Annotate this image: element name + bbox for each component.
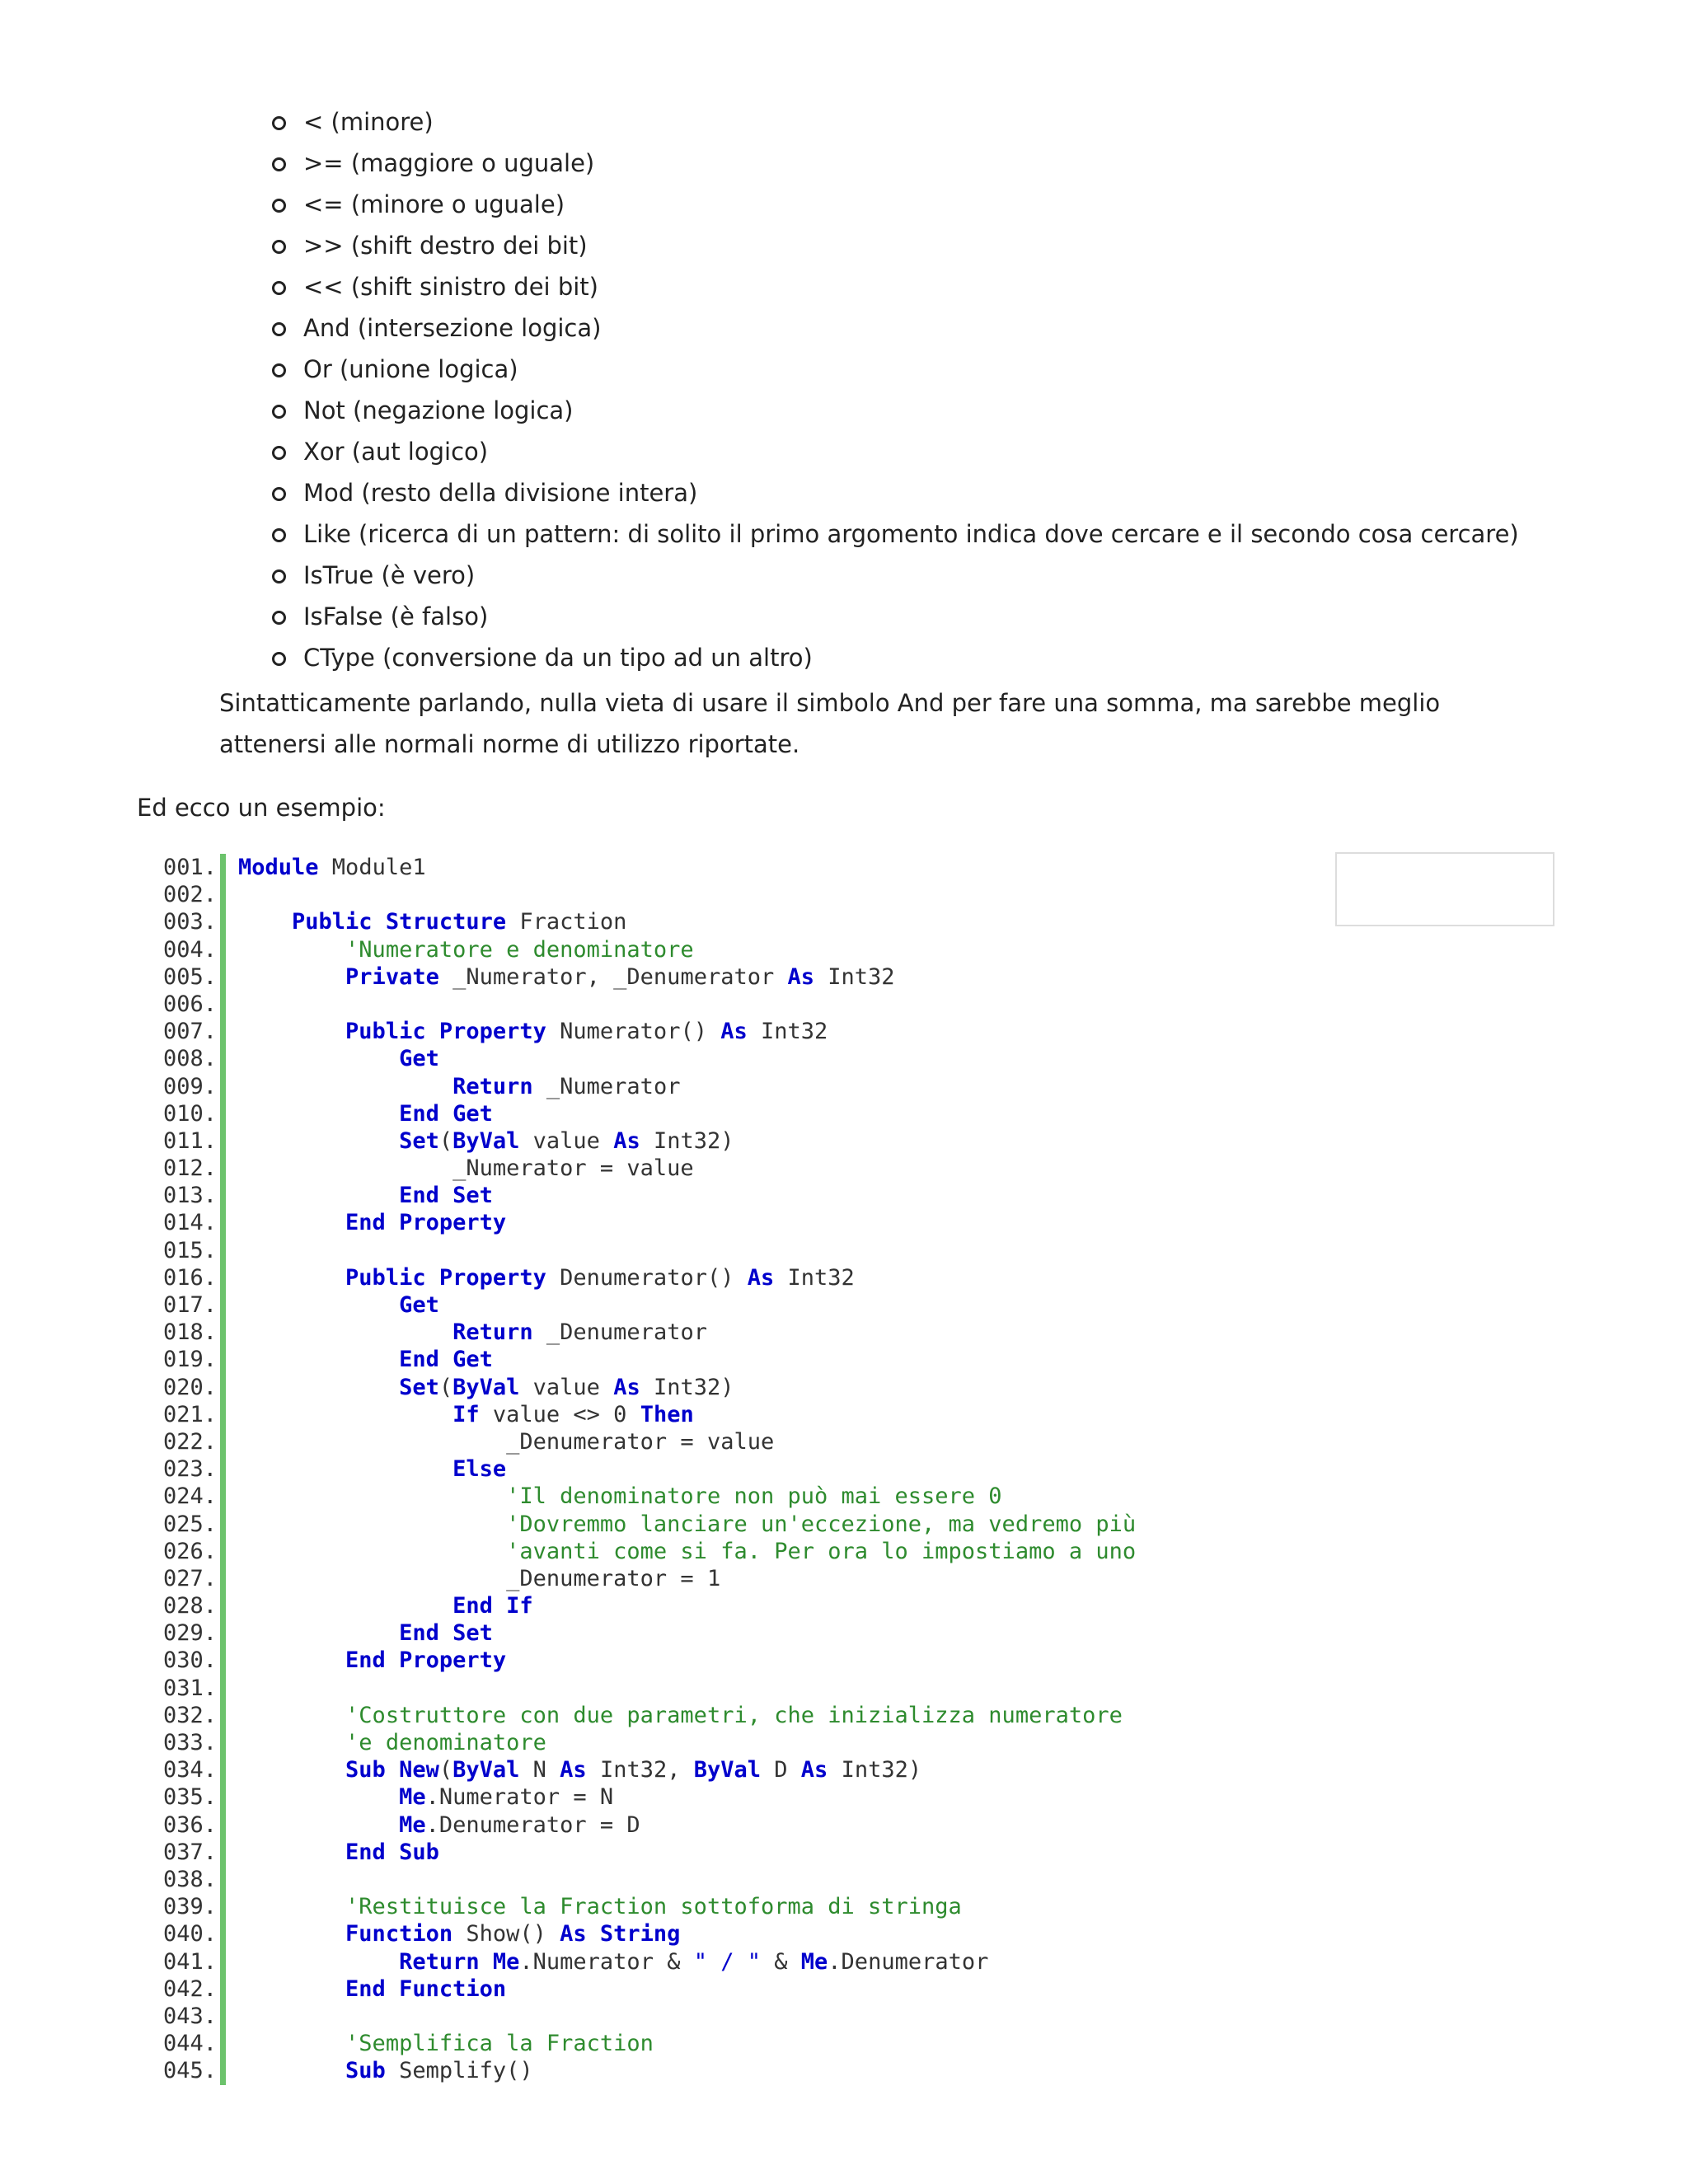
code-keyword: Set <box>399 1374 439 1400</box>
operator-list-item <box>264 105 1519 147</box>
code-text <box>238 1375 399 1400</box>
code-keyword: ByVal <box>452 1757 520 1783</box>
operator-list <box>264 105 1519 682</box>
line-number: 035. <box>162 1784 217 1811</box>
line-number-gutter <box>152 854 217 2084</box>
code-keyword: Me <box>800 1948 828 1975</box>
operator-list-item <box>264 147 1519 188</box>
code-line <box>238 881 1590 908</box>
code-line <box>238 1374 1590 1401</box>
line-number: 018. <box>162 1319 217 1346</box>
code-text <box>238 1319 452 1345</box>
code-comment: 'Restituisce la Fraction sottoforma di stringa <box>345 1894 962 1920</box>
code-keyword: As <box>613 1127 640 1154</box>
code-text: .Numerator = N <box>425 1784 614 1811</box>
code-line <box>238 2057 1590 2084</box>
line-number: 033. <box>162 1730 217 1755</box>
operator-text: Not (negazione logica) <box>303 396 574 424</box>
code-keyword: As <box>787 963 814 990</box>
line-number: 002. <box>162 882 217 908</box>
code-line <box>238 1237 1590 1264</box>
code-text: & <box>761 1948 801 1975</box>
line-number: 006. <box>162 991 217 1017</box>
code-text: Fraction <box>506 909 627 935</box>
code-text: Int32 <box>814 963 895 990</box>
line-number: 005. <box>162 963 217 990</box>
code-text <box>238 1784 399 1810</box>
code-line <box>238 1155 1590 1182</box>
line-number: 027. <box>162 1565 217 1591</box>
operator-text: < (minore) <box>303 108 434 136</box>
code-text <box>238 1647 345 1673</box>
code-keyword: End Set <box>399 1620 493 1647</box>
line-number: 038. <box>162 1866 217 1892</box>
code-line <box>238 963 1590 991</box>
code-keyword: Me <box>399 1811 426 1838</box>
code-text: ( <box>438 1127 453 1154</box>
code-lines <box>238 854 1590 2084</box>
code-keyword: Public Property <box>345 1264 546 1291</box>
code-keyword: End Sub <box>345 1839 439 1865</box>
code-comment: 'e denominatore <box>345 1730 546 1755</box>
operator-list-item <box>264 435 1519 476</box>
operator-text: Or (unione logica) <box>303 355 518 383</box>
operator-text: >> (shift destro dei bit) <box>303 232 588 260</box>
code-text: value <box>519 1374 614 1400</box>
code-keyword: End Function <box>345 1975 507 2002</box>
code-keyword: Return <box>452 1073 533 1099</box>
operator-list-item <box>264 353 1519 394</box>
operator-text: << (shift sinistro dei bit) <box>303 273 598 301</box>
code-line <box>238 1182 1590 1209</box>
line-number: 037. <box>162 1839 217 1865</box>
line-number: 021. <box>162 1401 217 1427</box>
line-number: 041. <box>162 1948 217 1975</box>
operator-text: IsTrue (è vero) <box>303 561 476 589</box>
code-line <box>238 991 1590 1018</box>
line-number: 013. <box>162 1183 217 1209</box>
line-number: 030. <box>162 1647 217 1674</box>
line-number: 001. <box>162 855 217 880</box>
line-number: 042. <box>162 1975 217 2002</box>
code-keyword: Public Property <box>345 1019 546 1045</box>
code-text: Int32) <box>828 1757 922 1783</box>
code-line <box>238 1975 1590 2003</box>
example-intro: Ed ecco un esempio: <box>137 794 386 822</box>
code-text: Int32, <box>586 1757 694 1783</box>
operator-text: <= (minore o uguale) <box>303 190 565 218</box>
code-text: _Numerator, _Denumerator <box>438 963 788 990</box>
code-comment: 'Dovremmo lanciare un'eccezione, ma vedremo più <box>506 1511 1137 1537</box>
line-number: 045. <box>162 2058 217 2084</box>
code-keyword: Else <box>452 1456 507 1483</box>
line-number: 034. <box>162 1757 217 1783</box>
code-keyword: Module <box>238 855 319 880</box>
code-keyword: End Property <box>345 1647 507 1674</box>
line-number: 044. <box>162 2031 217 2057</box>
code-keyword: End Get <box>399 1100 493 1127</box>
code-text <box>238 1511 506 1537</box>
code-line <box>238 1127 1590 1155</box>
code-line <box>238 1811 1590 1839</box>
code-line <box>238 1319 1590 1346</box>
code-keyword: End Get <box>399 1347 493 1373</box>
code-line <box>238 1948 1590 1975</box>
code-line <box>238 1511 1590 1538</box>
code-text: value <> 0 <box>479 1401 640 1427</box>
code-gutter-bar <box>220 854 226 2085</box>
code-text: Module1 <box>318 855 426 880</box>
operator-text: Xor (aut logico) <box>303 438 489 466</box>
circle-bullet-icon <box>272 281 286 295</box>
usage-note: Sintatticamente parlando, nulla vieta di usare il simbolo And per fare una somma, ma sarebbe meglio attenersi alle normali norme di utilizzo riportate. <box>219 689 1441 758</box>
code-text <box>238 1949 399 1975</box>
code-line <box>238 1538 1590 1565</box>
line-number: 022. <box>162 1428 217 1455</box>
code-text <box>238 1976 345 2002</box>
code-text: D <box>761 1757 801 1783</box>
code-line <box>238 1675 1590 1702</box>
code-line <box>238 1291 1590 1319</box>
code-text: Show() <box>452 1921 560 1947</box>
code-keyword: As <box>560 1757 587 1783</box>
code-line <box>238 1209 1590 1236</box>
line-number: 023. <box>162 1456 217 1483</box>
operator-list-item <box>264 394 1519 435</box>
code-line <box>238 1346 1590 1373</box>
circle-bullet-icon <box>272 240 286 254</box>
code-line <box>238 1045 1590 1072</box>
code-text <box>238 1812 399 1838</box>
code-text <box>238 2058 345 2083</box>
code-keyword: Return <box>452 1319 533 1346</box>
circle-bullet-icon <box>272 528 286 542</box>
code-text <box>238 937 345 963</box>
code-keyword: Get <box>399 1046 439 1072</box>
operator-list-item <box>264 600 1519 641</box>
code-line <box>238 1839 1590 1866</box>
code-text <box>238 1483 506 1509</box>
code-keyword: ByVal <box>452 1374 520 1400</box>
operator-text: Like (ricerca di un pattern: di solito il primo argomento indica dove cercare e il secondo cosa cercare) <box>303 520 1519 548</box>
operator-list-item <box>264 559 1519 600</box>
circle-bullet-icon <box>272 446 286 460</box>
code-line <box>238 1565 1590 1592</box>
operator-text: IsFalse (è falso) <box>303 602 489 630</box>
code-text <box>238 1539 506 1564</box>
code-comment: 'Numeratore e denominatore <box>345 936 694 963</box>
code-comment: 'Il denominatore non può mai essere 0 <box>506 1483 1002 1510</box>
line-number: 024. <box>162 1483 217 1510</box>
line-number: 016. <box>162 1264 217 1291</box>
code-line <box>238 1866 1590 1893</box>
line-number: 011. <box>162 1127 217 1154</box>
code-comment: 'Costruttore con due parametri, che inizializza numeratore <box>345 1702 1123 1728</box>
code-line <box>238 1401 1590 1428</box>
code-text: Numerator() <box>546 1019 721 1045</box>
code-text <box>238 1894 345 1919</box>
code-text: Int32) <box>640 1374 734 1400</box>
code-keyword: Me <box>399 1784 426 1811</box>
operator-list-item <box>264 312 1519 353</box>
code-keyword: As String <box>560 1921 681 1947</box>
code-keyword: As <box>800 1757 828 1783</box>
code-text <box>238 1210 345 1235</box>
circle-bullet-icon <box>272 569 286 583</box>
code-text: Semplify() <box>385 2058 533 2084</box>
code-text <box>238 1921 345 1947</box>
circle-bullet-icon <box>272 652 286 666</box>
code-keyword: End Property <box>345 1210 507 1236</box>
code-text: Denumerator() <box>546 1264 748 1291</box>
code-text: ( <box>438 1757 453 1783</box>
circle-bullet-icon <box>272 322 286 336</box>
operator-text: >= (maggiore o uguale) <box>303 149 595 177</box>
code-comment: 'Semplifica la Fraction <box>345 2031 654 2057</box>
line-number: 028. <box>162 1593 217 1619</box>
code-keyword: If <box>452 1401 480 1427</box>
code-comment: 'avanti come si fa. Per ora lo impostiamo a uno <box>506 1538 1137 1564</box>
code-keyword: Then <box>640 1401 694 1427</box>
circle-bullet-icon <box>272 363 286 377</box>
line-number: 019. <box>162 1347 217 1373</box>
code-text <box>238 1402 452 1427</box>
line-number: 010. <box>162 1100 217 1127</box>
code-text: N <box>519 1757 560 1783</box>
circle-bullet-icon <box>272 405 286 419</box>
code-text <box>238 1019 345 1044</box>
code-text <box>238 2031 345 2056</box>
line-number: 032. <box>162 1702 217 1728</box>
code-line <box>238 908 1590 935</box>
code-text: .Numerator & <box>519 1948 694 1975</box>
code-line <box>238 854 1590 881</box>
code-text: .Denumerator <box>828 1948 989 1975</box>
line-number: 015. <box>162 1237 217 1263</box>
code-keyword: End Set <box>399 1183 493 1209</box>
code-string: " / " <box>693 1948 761 1975</box>
line-number: 003. <box>162 909 217 935</box>
operator-list-item <box>264 641 1519 682</box>
code-text: _Numerator <box>532 1073 681 1099</box>
code-text <box>238 1265 345 1291</box>
code-text <box>238 1183 399 1208</box>
code-text <box>238 964 345 990</box>
operator-list-item <box>264 270 1519 312</box>
line-number: 017. <box>162 1292 217 1318</box>
code-keyword: Return Me <box>399 1948 520 1975</box>
code-keyword: ByVal <box>693 1757 762 1783</box>
line-number: 007. <box>162 1019 217 1045</box>
line-number: 020. <box>162 1374 217 1400</box>
code-text: _Numerator = value <box>238 1155 694 1182</box>
code-keyword: Set <box>399 1127 439 1154</box>
line-number: 008. <box>162 1046 217 1072</box>
circle-bullet-icon <box>272 611 286 625</box>
code-keyword: Get <box>399 1292 439 1318</box>
line-number: 009. <box>162 1073 217 1099</box>
code-keyword: End If <box>452 1593 533 1619</box>
code-line <box>238 1702 1590 1729</box>
operator-list-item <box>264 476 1519 518</box>
code-line <box>238 1592 1590 1619</box>
code-text <box>238 1074 452 1099</box>
code-line <box>238 1729 1590 1756</box>
code-text <box>238 1757 345 1783</box>
code-line <box>238 1455 1590 1483</box>
code-line <box>238 1264 1590 1291</box>
code-text <box>238 1840 345 1865</box>
operator-list-item <box>264 229 1519 270</box>
code-keyword: As <box>720 1019 748 1045</box>
code-text: .Denumerator = D <box>425 1811 640 1838</box>
operator-text: Mod (resto della divisione intera) <box>303 479 698 507</box>
code-text: ( <box>438 1374 453 1400</box>
operator-list-item <box>264 188 1519 229</box>
line-number: 040. <box>162 1921 217 1947</box>
code-text <box>238 1456 452 1482</box>
code-text <box>238 1593 452 1619</box>
code-line <box>238 1100 1590 1127</box>
line-number: 014. <box>162 1210 217 1236</box>
code-line <box>238 1483 1590 1510</box>
code-text <box>238 1620 399 1646</box>
operator-list-item <box>264 518 1519 559</box>
circle-bullet-icon <box>272 487 286 501</box>
code-text <box>238 1292 399 1318</box>
code-keyword: Sub <box>345 2058 386 2084</box>
code-text: _Denumerator = value <box>238 1428 775 1455</box>
code-line <box>238 2030 1590 2057</box>
code-text <box>238 1730 345 1755</box>
code-text <box>238 1046 399 1071</box>
code-line <box>238 1893 1590 1920</box>
code-keyword: As <box>747 1264 775 1291</box>
code-text <box>238 1128 399 1154</box>
code-text <box>238 1101 399 1127</box>
circle-bullet-icon <box>272 199 286 213</box>
code-keyword: As <box>613 1374 640 1400</box>
code-line <box>238 1647 1590 1674</box>
code-line <box>238 936 1590 963</box>
line-number: 039. <box>162 1894 217 1920</box>
code-keyword: Sub New <box>345 1757 439 1783</box>
line-number: 004. <box>162 936 217 963</box>
code-text: Int32 <box>747 1019 828 1045</box>
code-line <box>238 1073 1590 1100</box>
line-number: 036. <box>162 1811 217 1838</box>
code-text <box>238 909 292 935</box>
code-line <box>238 1920 1590 1947</box>
code-text: value <box>519 1127 614 1154</box>
code-keyword: ByVal <box>452 1127 520 1154</box>
line-number: 031. <box>162 1675 217 1701</box>
code-keyword: Public Structure <box>292 909 507 935</box>
line-number: 043. <box>162 2003 217 2029</box>
code-text <box>238 1347 399 1372</box>
code-line <box>238 1428 1590 1455</box>
operator-text: CType (conversione da un tipo ad un altro) <box>303 644 813 672</box>
code-text: _Denumerator <box>532 1319 707 1346</box>
code-keyword: Private <box>345 963 439 990</box>
code-text: Int32) <box>640 1127 734 1154</box>
line-number: 012. <box>162 1155 217 1182</box>
code-text: Int32 <box>774 1264 855 1291</box>
operator-text: And (intersezione logica) <box>303 314 602 342</box>
line-number: 026. <box>162 1538 217 1564</box>
code-line <box>238 1756 1590 1783</box>
code-line <box>238 1619 1590 1647</box>
code-line <box>238 1018 1590 1045</box>
code-line <box>238 2003 1590 2030</box>
code-text <box>238 1703 345 1728</box>
code-line <box>238 1783 1590 1811</box>
code-text: _Denumerator = 1 <box>238 1565 721 1591</box>
code-keyword: Function <box>345 1921 453 1947</box>
circle-bullet-icon <box>272 157 286 171</box>
line-number: 029. <box>162 1620 217 1647</box>
line-number: 025. <box>162 1511 217 1537</box>
circle-bullet-icon <box>272 116 286 130</box>
